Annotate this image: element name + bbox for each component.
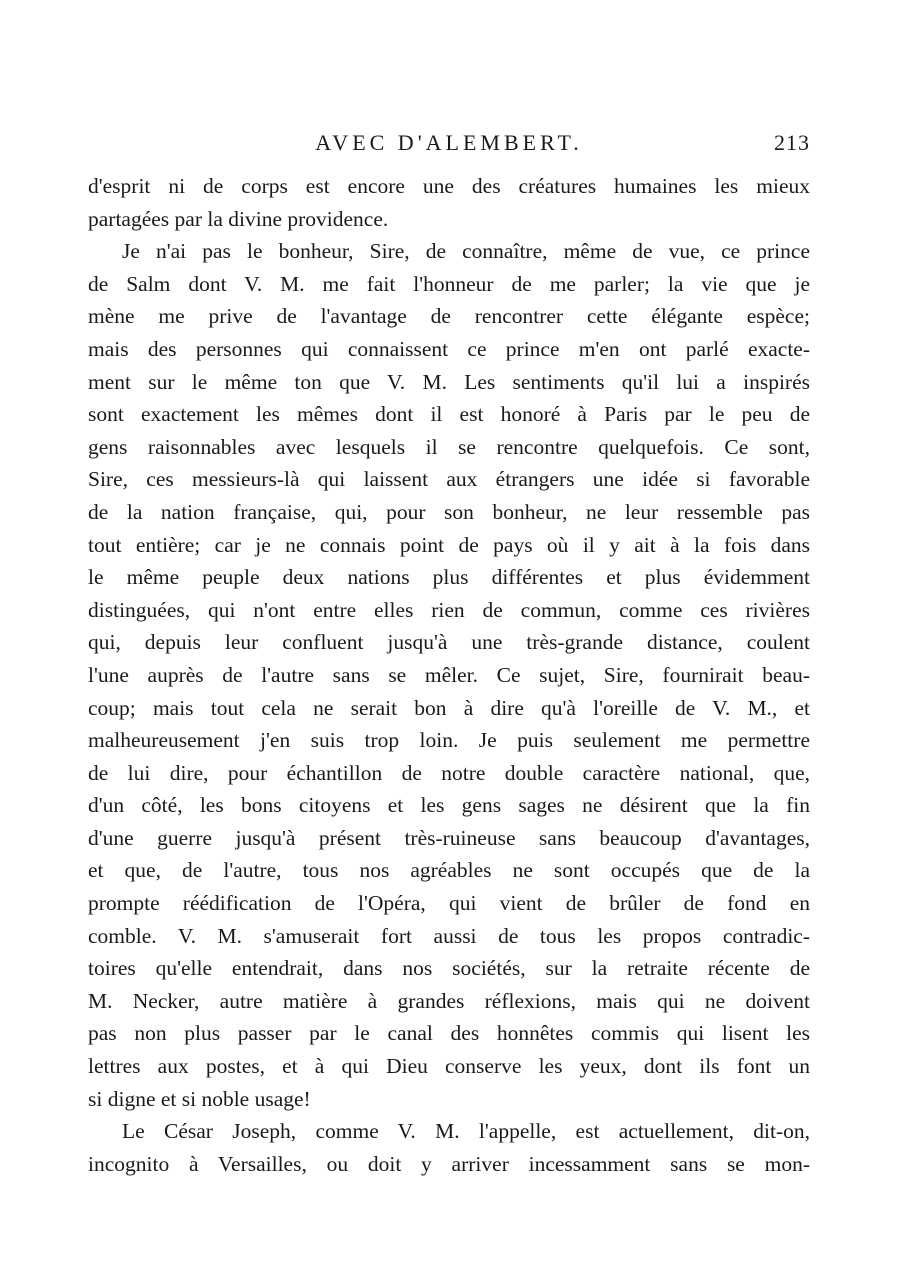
text-line: et que, de l'autre, tous nos agréables ne sont occupés que de la [88,858,810,883]
text-line: Je n'ai pas le bonheur, Sire, de connaître, même de vue, ce prince [122,239,810,264]
text-line: Le César Joseph, comme V. M. l'appelle, est actuellement, dit-on, [122,1119,810,1144]
text-line: mène me prive de l'avantage de rencontrer cette élégante espèce; [88,304,810,329]
text-line: partagées par la divine providence. [88,206,389,231]
text-line: de la nation française, qui, pour son bonheur, ne leur ressemble pas [88,499,810,524]
text-line: d'un côté, les bons citoyens et les gens sages ne désirent que la fin [88,793,810,818]
text-line: toires qu'elle entendrait, dans nos sociétés, sur la retraite récente de [88,956,810,981]
text-line: de Salm dont V. M. me fait l'honneur de me parler; la vie que je [88,271,810,296]
text-line: pas non plus passer par le canal des honnêtes commis qui lisent les [88,1021,810,1046]
text-line: malheureusement j'en suis trop loin. Je puis seulement me permettre [88,728,810,753]
text-line: coup; mais tout cela ne serait bon à dire qu'à l'oreille de V. M., et [88,695,810,720]
text-line: qui, depuis leur confluent jusqu'à une très-grande distance, coulent [88,630,810,655]
text-line: si digne et si noble usage! [88,1086,311,1111]
text-line: l'une auprès de l'autre sans se mêler. Ce sujet, Sire, fournirait beau- [88,662,810,687]
text-line: Sire, ces messieurs-là qui laissent aux étrangers une idée si favorable [88,467,810,492]
text-line: incognito à Versailles, ou doit y arriver incessamment sans se mon- [88,1151,810,1176]
text-line: ment sur le même ton que V. M. Les sentiments qu'il lui a inspirés [88,369,810,394]
text-line: distinguées, qui n'ont entre elles rien de commun, comme ces rivières [88,597,810,622]
text-line: tout entière; car je ne connais point de pays où il y ait à la fois dans [88,532,810,557]
text-line: le même peuple deux nations plus différentes et plus évidemment [88,565,810,590]
text-line: comble. V. M. s'amuserait fort aussi de tous les propos contradic- [88,923,810,948]
text-line: M. Necker, autre matière à grandes réflexions, mais qui ne doivent [88,988,810,1013]
text-line: d'esprit ni de corps est encore une des créatures humaines les mieux [88,174,810,198]
body-text [88,170,810,1180]
text-line: gens raisonnables avec lesquels il se rencontre quelquefois. Ce sont, [88,434,810,459]
text-line: d'une guerre jusqu'à présent très-ruineuse sans beaucoup d'avantages, [88,825,810,850]
text-line: prompte réédification de l'Opéra, qui vient de brûler de fond en [88,891,810,916]
page-number: 213 [774,130,810,155]
running-title: AVEC D'ALEMBERT. [315,130,583,155]
running-head [88,126,810,160]
text-line: mais des personnes qui connaissent ce prince m'en ont parlé exacte- [88,336,810,361]
text-line: lettres aux postes, et à qui Dieu conserve les yeux, dont ils font un [88,1054,810,1079]
text-line: de lui dire, pour échantillon de notre double caractère national, que, [88,760,810,785]
text-line: sont exactement les mêmes dont il est honoré à Paris par le peu de [88,402,810,427]
